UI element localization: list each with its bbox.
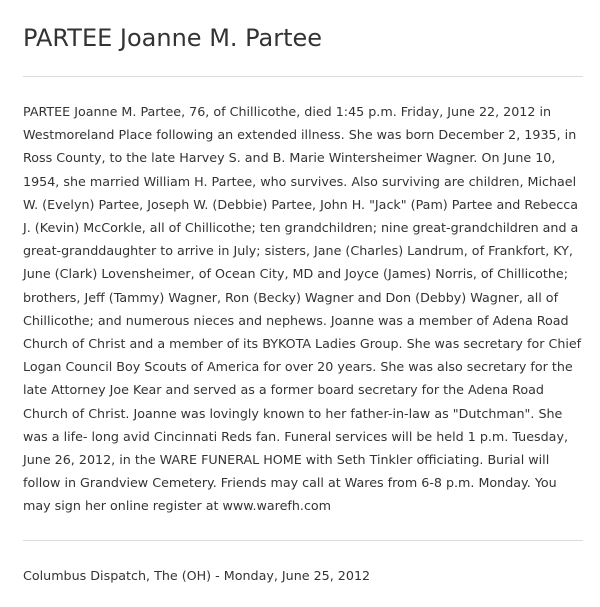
page-title: PARTEE Joanne M. Partee	[23, 24, 323, 52]
obituary-page	[23, 0, 583, 585]
obituary-text: PARTEE Joanne M. Partee, 76, of Chillicothe, died 1:45 p.m. Friday, June 22, 2012 in Westmoreland Place following an extended illness. She was born December 2, 1935, in Ross County, to the late Harvey S. and B. Marie Wintersheimer Wagner. On June 10, 1954, she married William H. Partee, who survives. Also surviving are children, Michael W. (Evelyn) Partee, Joseph W. (Debbie) Partee, John H. "Jack" (Pam) Partee and Rebecca J. (Kevin) McCorkle, all of Chillicothe; ten grandchildren; nine great-grandchildren and a great-granddaughter to arrive in July; sisters, Jane (Charles) Landrum, of Frankfort, KY, June (Clark) Lovensheimer, of Ocean City, MD and Joyce (James) Norris, of Chillicothe; brothers, Jeff (Tammy) Wagner, Ron (Becky) Wagner and Don (Debby) Wagner, all of Chillicothe; and numerous nieces and nephews. Joanne was a member of Adena Road Church of Christ and a member of its BYKOTA Ladies Group. She was secretary for Chief Logan Council Boy Scouts of America for over 20 years. She was also secretary for the late Attorney Joe Kear and served as a former board secretary for the Adena Road Church of Christ. Joanne was lovingly known to her father-in-law as "Dutchman". She was a life- long avid Cincinnati Reds fan. Funeral services will be held 1 p.m. Tuesday, June 26, 2012, in the WARE FUNERAL HOME with Seth Tinkler officiating. Burial will follow in Grandview Cemetery. Friends may call at Wares from 6-8 p.m. Monday. You may sign her online register at www.warefh.com	[23, 104, 582, 514]
source-citation: Columbus Dispatch, The (OH) - Monday, June 25, 2012	[23, 567, 371, 583]
